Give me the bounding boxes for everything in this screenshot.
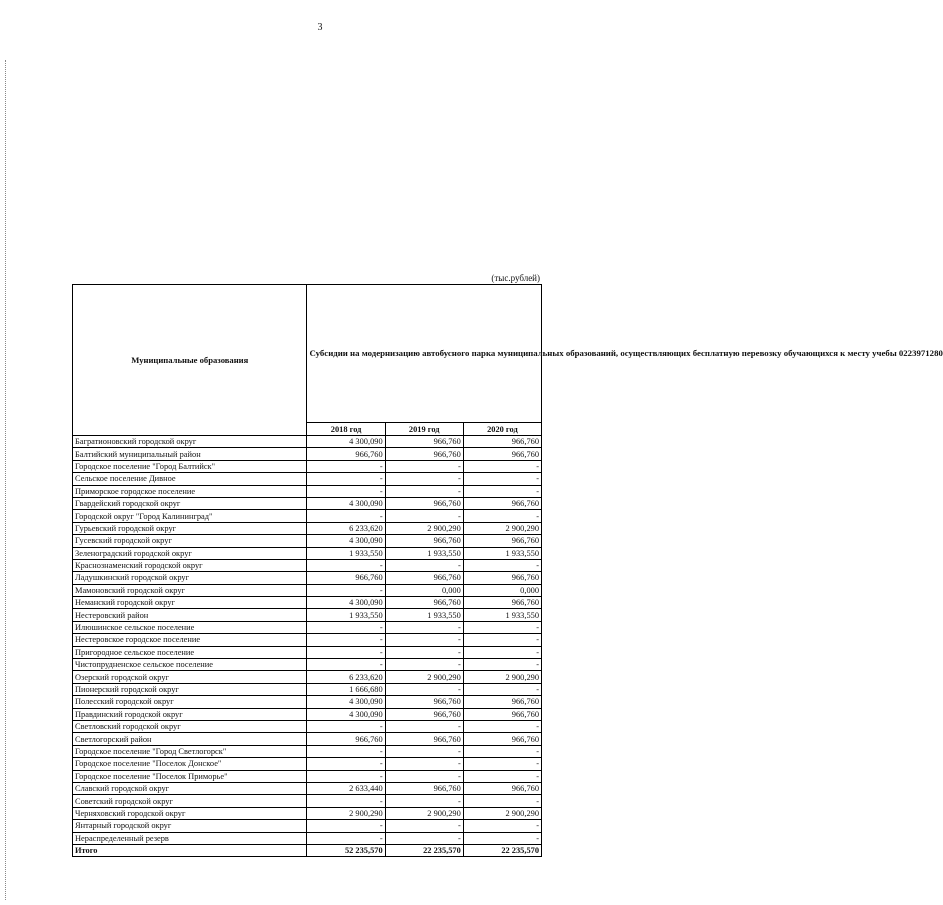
value-2019: - bbox=[385, 646, 463, 658]
value-2019: - bbox=[385, 720, 463, 732]
value-2020: 966,760 bbox=[463, 782, 541, 794]
row-name: Правдинский городской округ bbox=[73, 708, 307, 720]
value-2020: - bbox=[463, 646, 541, 658]
value-2018: 6 233,620 bbox=[307, 671, 385, 683]
value-2020: - bbox=[463, 659, 541, 671]
row-name: Нестеровское городское поселение bbox=[73, 634, 307, 646]
value-2019: - bbox=[385, 795, 463, 807]
value-2018: 4 300,090 bbox=[307, 497, 385, 509]
value-2020: 2 900,290 bbox=[463, 522, 541, 534]
table-row bbox=[73, 436, 542, 448]
value-2018: - bbox=[307, 584, 385, 596]
total-row bbox=[73, 844, 542, 856]
value-2020: 966,760 bbox=[463, 733, 541, 745]
table-row bbox=[73, 497, 542, 509]
value-2019: 966,760 bbox=[385, 708, 463, 720]
value-2019: 1 933,550 bbox=[385, 609, 463, 621]
value-2020: - bbox=[463, 621, 541, 633]
value-2020: 966,760 bbox=[463, 497, 541, 509]
row-name: Илюшинское сельское поселение bbox=[73, 621, 307, 633]
value-2019: 966,760 bbox=[385, 448, 463, 460]
value-2020: - bbox=[463, 720, 541, 732]
value-2018: 966,760 bbox=[307, 448, 385, 460]
value-2018: 4 300,090 bbox=[307, 597, 385, 609]
value-2020: 2 900,290 bbox=[463, 807, 541, 819]
table-row bbox=[73, 807, 542, 819]
column-header-municipalities: Муниципальные образования bbox=[73, 285, 307, 436]
value-2018: - bbox=[307, 745, 385, 757]
value-2020: 1 933,550 bbox=[463, 547, 541, 559]
value-2020: - bbox=[463, 510, 541, 522]
table-row bbox=[73, 720, 542, 732]
row-name: Янтарный городской округ bbox=[73, 820, 307, 832]
value-2018: 2 900,290 bbox=[307, 807, 385, 819]
page-number: 3 bbox=[317, 22, 323, 33]
value-2020: - bbox=[463, 485, 541, 497]
units-label: (тыс.рублей) bbox=[491, 273, 540, 283]
total-label: Итого bbox=[73, 844, 307, 856]
value-2019: 966,760 bbox=[385, 535, 463, 547]
table-body bbox=[73, 436, 542, 845]
table-row bbox=[73, 559, 542, 571]
value-2019: - bbox=[385, 770, 463, 782]
table-row bbox=[73, 758, 542, 770]
subsidies-table bbox=[72, 284, 943, 857]
row-name: Зеленоградский городской округ bbox=[73, 547, 307, 559]
value-2020: - bbox=[463, 795, 541, 807]
table-row bbox=[73, 683, 542, 695]
value-2018: 1 933,550 bbox=[307, 547, 385, 559]
table-row bbox=[73, 609, 542, 621]
value-2018: 1 933,550 bbox=[307, 609, 385, 621]
row-name: Славский городской округ bbox=[73, 782, 307, 794]
row-name: Городской округ "Город Калининград" bbox=[73, 510, 307, 522]
row-name: Гусевский городской округ bbox=[73, 535, 307, 547]
value-2020: - bbox=[463, 460, 541, 472]
value-2019: 2 900,290 bbox=[385, 522, 463, 534]
value-2019: 966,760 bbox=[385, 436, 463, 448]
row-name: Городское поселение "Поселок Приморье" bbox=[73, 770, 307, 782]
value-2020: 966,760 bbox=[463, 696, 541, 708]
value-2018: - bbox=[307, 770, 385, 782]
value-2019: 966,760 bbox=[385, 733, 463, 745]
value-2019: 2 900,290 bbox=[385, 807, 463, 819]
value-2019: - bbox=[385, 621, 463, 633]
value-2020: 966,760 bbox=[463, 535, 541, 547]
table-row bbox=[73, 696, 542, 708]
value-2019: 1 933,550 bbox=[385, 547, 463, 559]
row-name: Городское поселение "Город Балтийск" bbox=[73, 460, 307, 472]
value-2020: - bbox=[463, 758, 541, 770]
table-row bbox=[73, 584, 542, 596]
table-row bbox=[73, 634, 542, 646]
value-2019: - bbox=[385, 758, 463, 770]
value-2020: 1 933,550 bbox=[463, 609, 541, 621]
table-row bbox=[73, 671, 542, 683]
value-2018: - bbox=[307, 820, 385, 832]
value-2018: 1 666,680 bbox=[307, 683, 385, 695]
value-2020: - bbox=[463, 820, 541, 832]
value-2018: - bbox=[307, 559, 385, 571]
total-2018: 52 235,570 bbox=[307, 844, 385, 856]
row-name: Городское поселение "Поселок Донское" bbox=[73, 758, 307, 770]
value-2019: 2 900,290 bbox=[385, 671, 463, 683]
value-2019: - bbox=[385, 510, 463, 522]
row-name: Черняховский городской округ bbox=[73, 807, 307, 819]
value-2019: 966,760 bbox=[385, 597, 463, 609]
value-2020: 2 900,290 bbox=[463, 671, 541, 683]
table-row bbox=[73, 510, 542, 522]
row-name: Гурьевский городской округ bbox=[73, 522, 307, 534]
value-2019: 966,760 bbox=[385, 696, 463, 708]
subsidy-title-header: Субсидии на модернизацию автобусного парка муниципальных образований, осуществляющих бесплатную перевозку обучающихся к месту учебы 0223971280 bbox=[307, 285, 542, 423]
value-2018: 2 633,440 bbox=[307, 782, 385, 794]
table-row bbox=[73, 646, 542, 658]
value-2018: 966,760 bbox=[307, 733, 385, 745]
table-row bbox=[73, 597, 542, 609]
row-name: Приморское городское поселение bbox=[73, 485, 307, 497]
table-row bbox=[73, 745, 542, 757]
row-name: Багратионовский городской округ bbox=[73, 436, 307, 448]
year-header-2020: 2020 год bbox=[463, 423, 541, 436]
value-2020: - bbox=[463, 473, 541, 485]
row-name: Пригородное сельское поселение bbox=[73, 646, 307, 658]
value-2018: 4 300,090 bbox=[307, 436, 385, 448]
row-name: Балтийский муниципальный район bbox=[73, 448, 307, 460]
table-row bbox=[73, 473, 542, 485]
value-2018: - bbox=[307, 634, 385, 646]
value-2018: - bbox=[307, 646, 385, 658]
row-name: Неманский городской округ bbox=[73, 597, 307, 609]
table-row bbox=[73, 621, 542, 633]
value-2020: 966,760 bbox=[463, 436, 541, 448]
value-2020: 966,760 bbox=[463, 597, 541, 609]
value-2018: - bbox=[307, 485, 385, 497]
value-2019: - bbox=[385, 659, 463, 671]
value-2020: - bbox=[463, 634, 541, 646]
table-row bbox=[73, 795, 542, 807]
row-name: Озерский городской округ bbox=[73, 671, 307, 683]
value-2018: - bbox=[307, 460, 385, 472]
value-2019: - bbox=[385, 473, 463, 485]
value-2018: - bbox=[307, 758, 385, 770]
row-name: Полесский городской округ bbox=[73, 696, 307, 708]
value-2019: - bbox=[385, 559, 463, 571]
value-2018: 4 300,090 bbox=[307, 708, 385, 720]
row-name: Сельское поселение Дивное bbox=[73, 473, 307, 485]
value-2020: - bbox=[463, 745, 541, 757]
row-name: Чистопрудненское сельское поселение bbox=[73, 659, 307, 671]
row-name: Нераспределенный резерв bbox=[73, 832, 307, 844]
value-2018: - bbox=[307, 720, 385, 732]
value-2019: 966,760 bbox=[385, 497, 463, 509]
year-header-2019: 2019 год bbox=[385, 423, 463, 436]
row-name: Гвардейский городской округ bbox=[73, 497, 307, 509]
table-row bbox=[73, 832, 542, 844]
table-row bbox=[73, 708, 542, 720]
value-2019: - bbox=[385, 683, 463, 695]
value-2019: - bbox=[385, 745, 463, 757]
value-2019: - bbox=[385, 460, 463, 472]
value-2020: 966,760 bbox=[463, 572, 541, 584]
row-name: Нестеровский район bbox=[73, 609, 307, 621]
table-row bbox=[73, 733, 542, 745]
row-name: Советский городской округ bbox=[73, 795, 307, 807]
table-row bbox=[73, 535, 542, 547]
row-name: Светловский городской округ bbox=[73, 720, 307, 732]
value-2019: - bbox=[385, 634, 463, 646]
row-name: Ладушкинский городской округ bbox=[73, 572, 307, 584]
table-row bbox=[73, 448, 542, 460]
row-name: Мамоновский городской округ bbox=[73, 584, 307, 596]
table-row bbox=[73, 782, 542, 794]
year-header-2018: 2018 год bbox=[307, 423, 385, 436]
value-2018: - bbox=[307, 795, 385, 807]
row-name: Светлогорский район bbox=[73, 733, 307, 745]
value-2019: - bbox=[385, 832, 463, 844]
left-margin-marks bbox=[5, 60, 8, 900]
value-2020: 966,760 bbox=[463, 448, 541, 460]
table-row bbox=[73, 820, 542, 832]
value-2018: 966,760 bbox=[307, 572, 385, 584]
value-2019: 966,760 bbox=[385, 782, 463, 794]
row-name: Пионерский городской округ bbox=[73, 683, 307, 695]
table-row bbox=[73, 460, 542, 472]
table-row bbox=[73, 485, 542, 497]
total-2019: 22 235,570 bbox=[385, 844, 463, 856]
table-row bbox=[73, 522, 542, 534]
value-2018: 4 300,090 bbox=[307, 535, 385, 547]
value-2020: - bbox=[463, 770, 541, 782]
row-name: Городское поселение "Город Светлогорск" bbox=[73, 745, 307, 757]
value-2020: - bbox=[463, 559, 541, 571]
row-name: Краснознаменский городской округ bbox=[73, 559, 307, 571]
table-row bbox=[73, 572, 542, 584]
value-2019: 966,760 bbox=[385, 572, 463, 584]
value-2020: - bbox=[463, 683, 541, 695]
value-2018: - bbox=[307, 832, 385, 844]
value-2018: 4 300,090 bbox=[307, 696, 385, 708]
value-2020: - bbox=[463, 832, 541, 844]
value-2018: - bbox=[307, 510, 385, 522]
table-row bbox=[73, 659, 542, 671]
value-2020: 0,000 bbox=[463, 584, 541, 596]
value-2019: 0,000 bbox=[385, 584, 463, 596]
value-2018: 6 233,620 bbox=[307, 522, 385, 534]
value-2018: - bbox=[307, 473, 385, 485]
table-row bbox=[73, 770, 542, 782]
value-2019: - bbox=[385, 485, 463, 497]
total-2020: 22 235,570 bbox=[463, 844, 541, 856]
value-2019: - bbox=[385, 820, 463, 832]
value-2018: - bbox=[307, 621, 385, 633]
value-2020: 966,760 bbox=[463, 708, 541, 720]
table-row bbox=[73, 547, 542, 559]
value-2018: - bbox=[307, 659, 385, 671]
